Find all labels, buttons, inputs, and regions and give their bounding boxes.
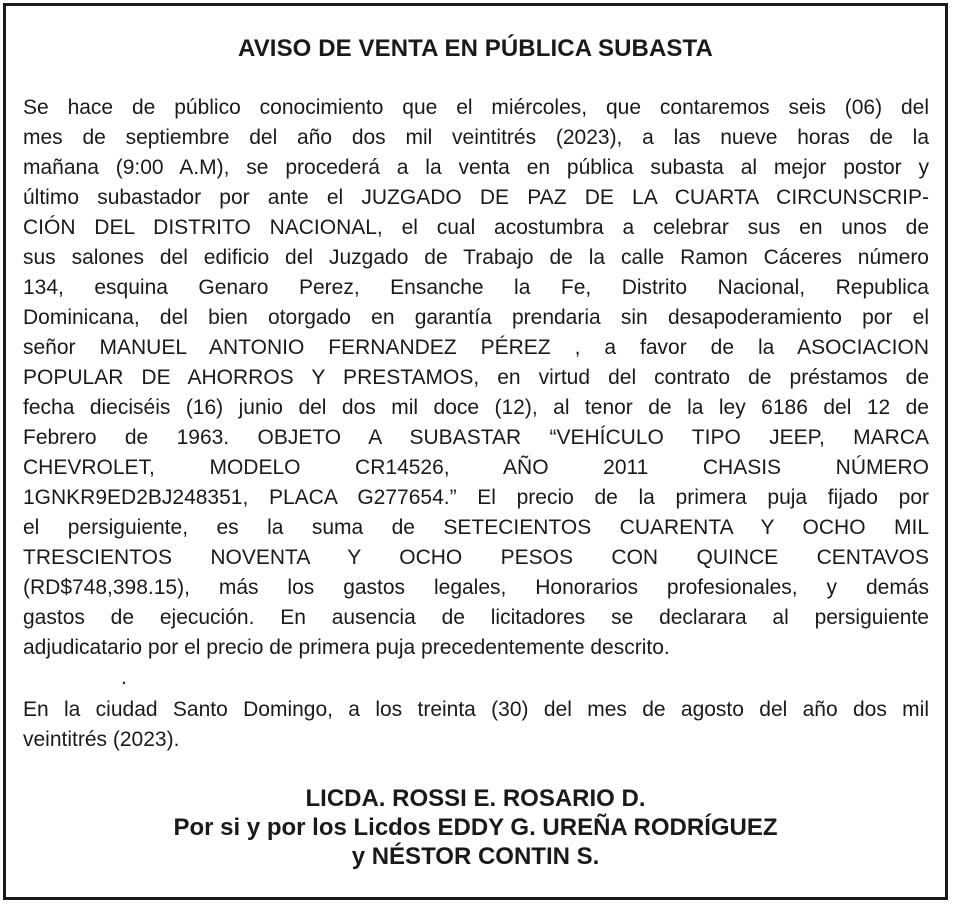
- closing-paragraph: [23, 695, 929, 755]
- body-line: CIÓN DEL DISTRITO NACIONAL, el cual acostumbra a celebrar sus en unos de: [23, 216, 929, 239]
- body-line: CHEVROLET, MODELO CR14526, AÑO 2011 CHASIS NÚMERO: [23, 456, 929, 479]
- body-line: (RD$748,398.15), más los gastos legales, Honorarios profesionales, y demás: [23, 576, 929, 599]
- body-line: TRESCIENTOS NOVENTA Y OCHO PESOS CON QUINCE CENTAVOS: [23, 546, 929, 569]
- body-line: gastos de ejecución. En ausencia de licitadores se declarara al persiguiente: [23, 606, 929, 629]
- signature-line: y NÉSTOR CONTIN S.: [351, 843, 600, 870]
- body-line: mañana (9:00 A.M), se procederá a la venta en pública subasta al mejor postor y: [23, 156, 929, 179]
- body-line: POPULAR DE AHORROS Y PRESTAMOS, en virtud del contrato de préstamos de: [23, 366, 929, 389]
- stray-dot: .: [121, 666, 127, 689]
- body-line: 1GNKR9ED2BJ248351, PLACA G277654.” El precio de la primera puja fijado por: [23, 486, 929, 509]
- signature-line: LICDA. ROSSI E. ROSARIO D.: [305, 785, 646, 812]
- body-line: Dominicana, del bien otorgado en garantía prendaria sin desapoderamiento por el: [23, 306, 929, 329]
- body-line: Febrero de 1963. OBJETO A SUBASTAR “VEHÍCULO TIPO JEEP, MARCA: [23, 426, 929, 449]
- body-line: fecha dieciséis (16) junio del dos mil doce (12), al tenor de la ley 6186 del 12 de: [23, 396, 929, 419]
- body-line: Se hace de público conocimiento que el miércoles, que contaremos seis (06) del: [23, 96, 929, 119]
- closing-line: veintitrés (2023).: [23, 728, 180, 751]
- body-line: adjudicatario por el precio de primera puja precedentemente descrito.: [23, 636, 670, 659]
- signature-line: Por si y por los Licdos EDDY G. UREÑA RODRÍGUEZ: [173, 814, 778, 841]
- body-line: el persiguiente, es la suma de SETECIENTOS CUARENTA Y OCHO MIL: [23, 516, 929, 539]
- body-line: mes de septiembre del año dos mil veintitrés (2023), a las nueve horas de la: [23, 126, 929, 149]
- body-line: sus salones del edificio del Juzgado de Trabajo de la calle Ramon Cáceres número: [23, 246, 929, 269]
- notice-body: [23, 93, 929, 663]
- body-line: 134, esquina Genaro Perez, Ensanche la Fe, Distrito Nacional, Republica: [23, 276, 929, 299]
- notice-box: [3, 3, 948, 900]
- notice-title: AVISO DE VENTA EN PÚBLICA SUBASTA: [238, 35, 713, 62]
- signature-block: [6, 784, 945, 871]
- closing-line: En la ciudad Santo Domingo, a los treinta (30) del mes de agosto del año dos mil: [23, 698, 929, 721]
- body-line: señor MANUEL ANTONIO FERNANDEZ PÉREZ , a favor de la ASOCIACION: [23, 336, 929, 359]
- body-line: último subastador por ante el JUZGADO DE PAZ DE LA CUARTA CIRCUNSCRIP-: [23, 186, 929, 209]
